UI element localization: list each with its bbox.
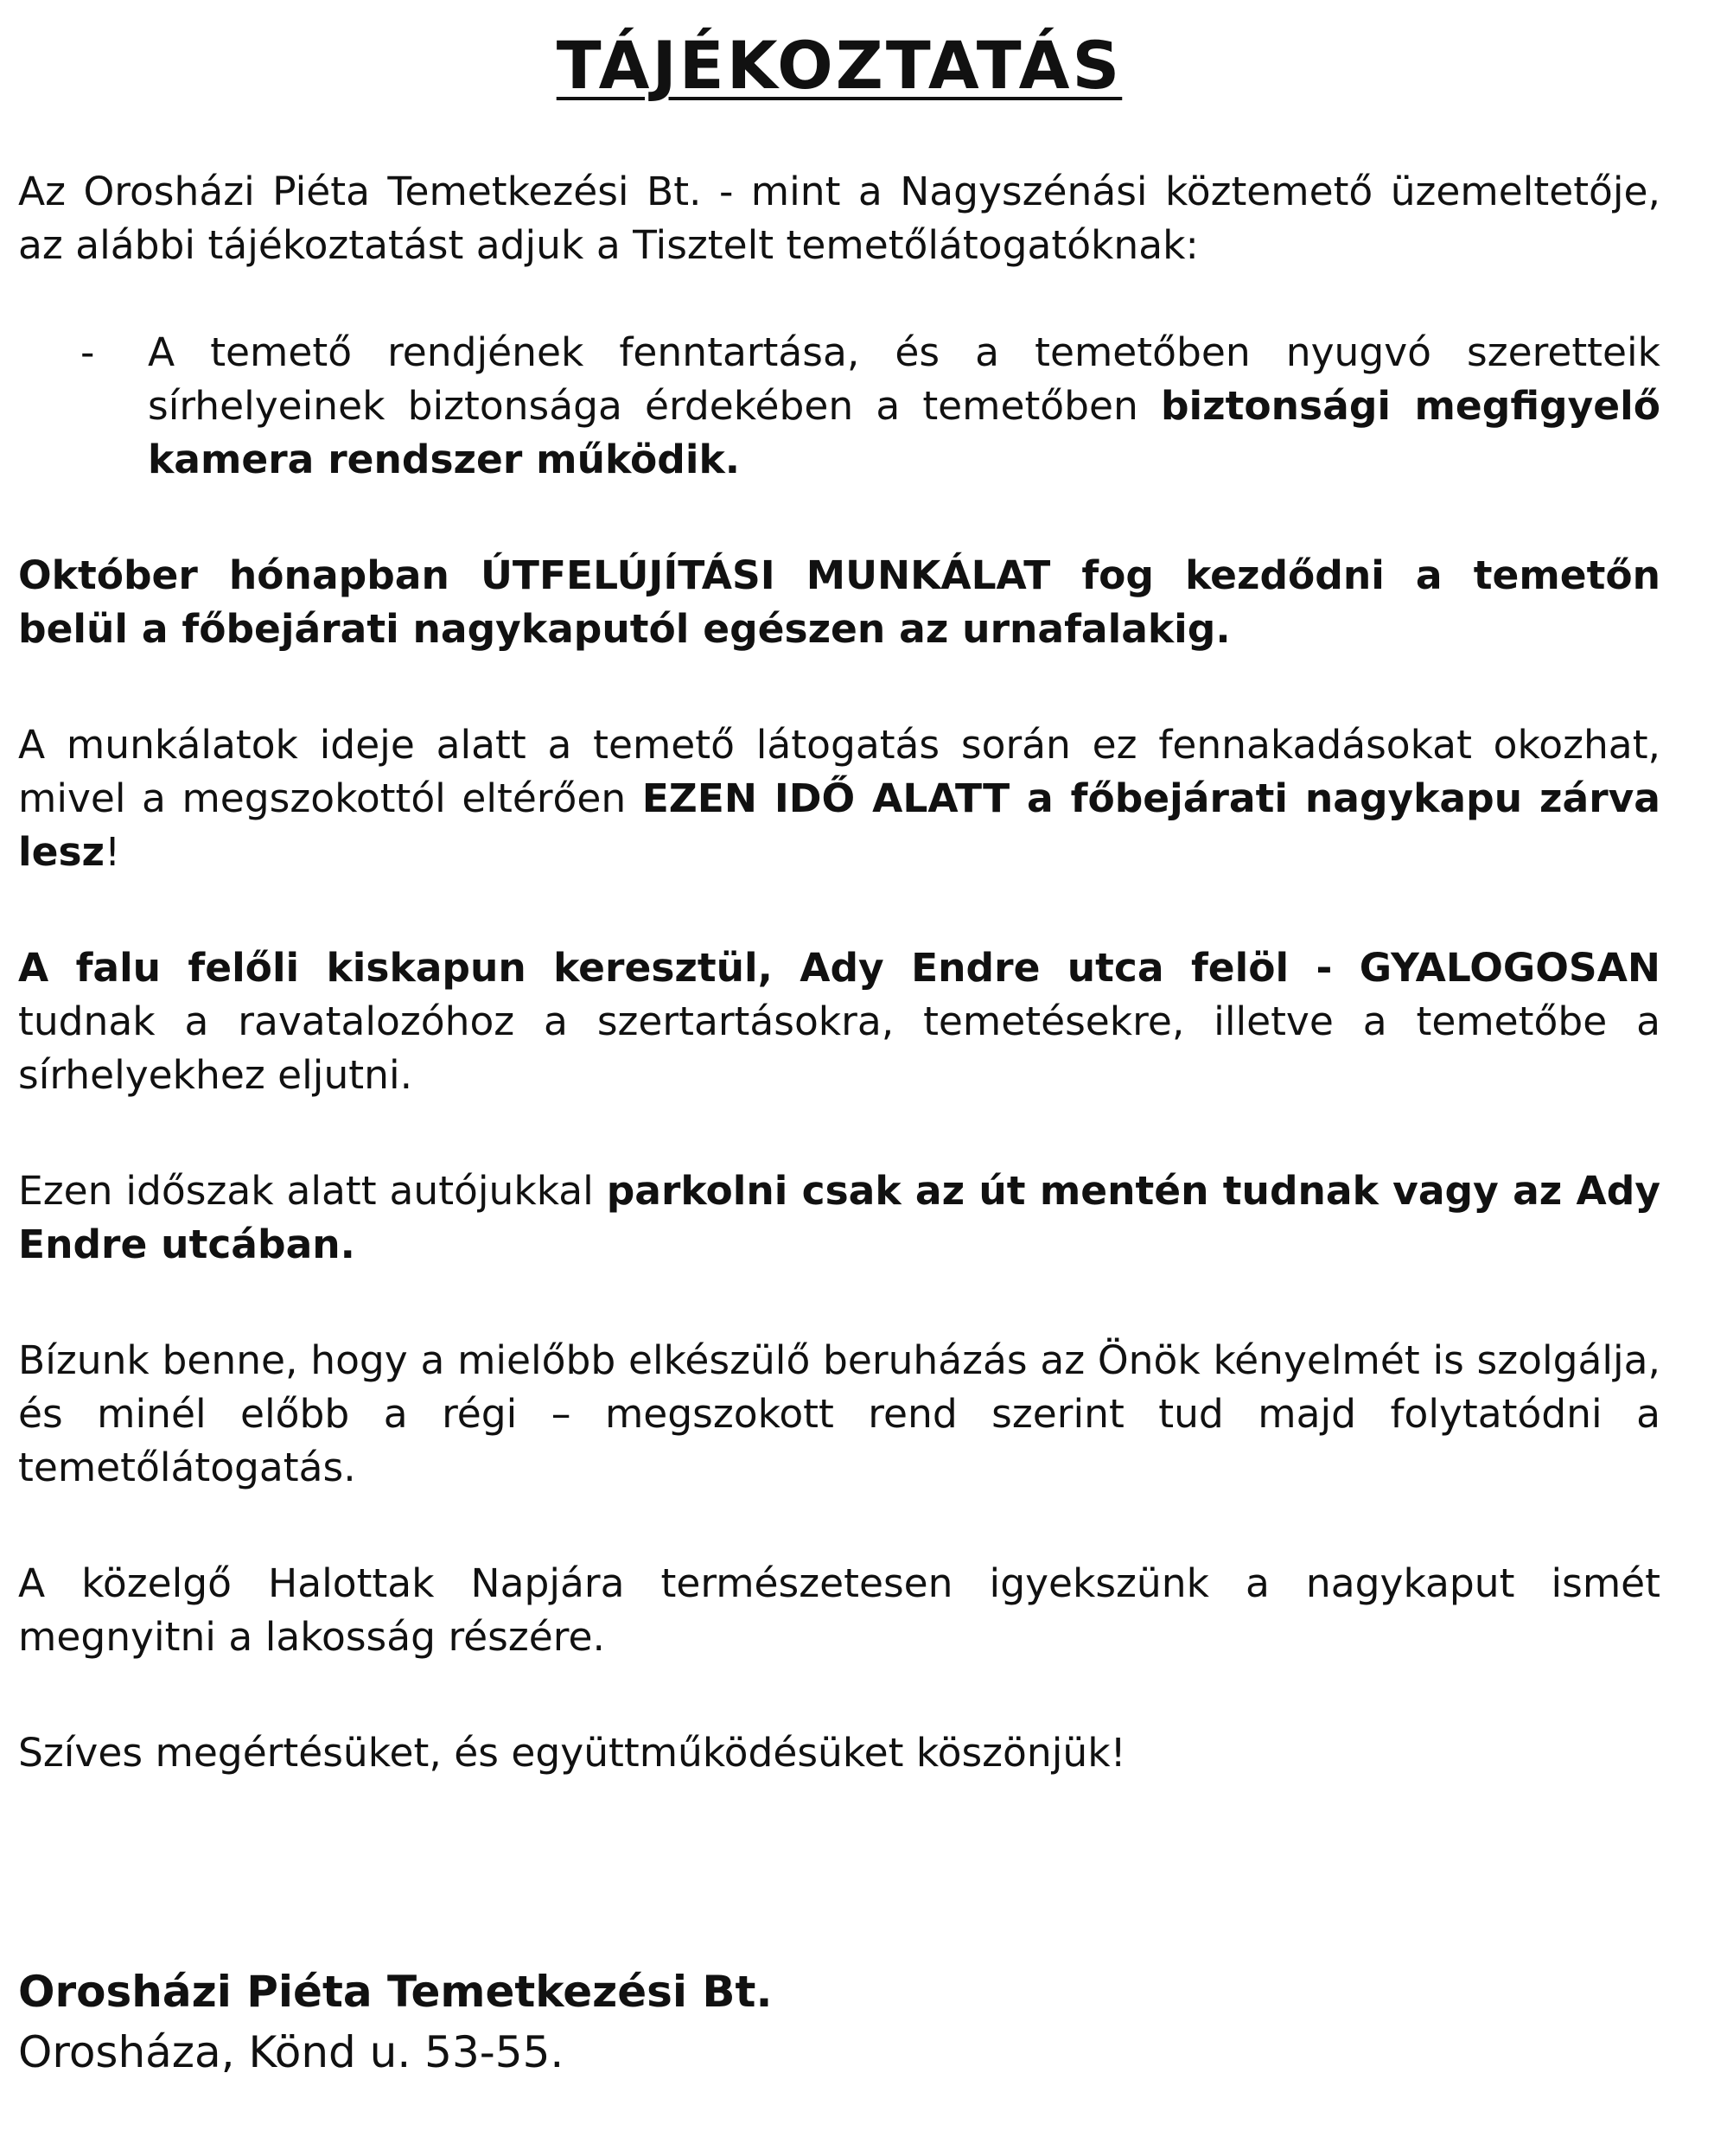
closure-bold: EZEN IDŐ ALATT a főbejárati nagykapu zárva lesz [18,775,1660,876]
camera-bullet [18,326,1660,487]
parking-plain: Ezen időszak alatt autójukkal [18,1168,607,1215]
signature-address: Orosháza, Könd u. 53-55. [18,2027,564,2078]
thanks-paragraph: Szíves megértésüket, és együttműködésüket köszönjük! [18,1730,1126,1776]
pedestrian-paragraph [18,941,1660,1102]
parking-paragraph [18,1164,1660,1272]
hope-paragraph: Bízunk benne, hogy a mielőbb elkészülő beruházás az Önök kényelmét is szolgálja, és minél előbb a régi – megszokott rend szerint tud majd folytatódni a temetőlátogatás. [18,1337,1660,1491]
signature-company-name: Orosházi Piéta Temetkezési Bt. [18,1967,773,2018]
closure-end: ! [105,829,121,876]
roadwork-bold: Október hónapban ÚTFELÚJÍTÁSI MUNKÁLAT fog kezdődni a temetőn belül a főbejárati nagykaputól egészen az urnafalakig. [18,552,1660,653]
camera-bullet-text [148,326,1660,487]
camera-bullet-plain: A temető rendjének fenntartása, és a temetőben nyugvó szeretteik sírhelyeinek biztonsága érdekében a temetőben [148,329,1660,430]
pedestrian-bold: A falu felőli kiskapun keresztül, Ady Endre utca felöl - GYALOGOSAN [18,945,1660,992]
parking-bold: parkolni csak az út mentén tudnak vagy az Ady Endre utcában. [18,1168,1660,1268]
roadwork-paragraph [18,549,1660,656]
document-page [18,26,1660,2083]
camera-bullet-bold: biztonsági megfigyelő kamera rendszer működik. [148,383,1660,483]
all-souls-paragraph: A közelgő Halottak Napjára természetesen igyekszünk a nagykaput ismét megnyitni a lakosság részére. [18,1560,1660,1661]
pedestrian-plain: tudnak a ravatalozóhoz a szertartásokra, temetésekre, illetve a temetőbe a sírhelyekhez eljutni. [18,998,1660,1099]
closure-paragraph [18,718,1660,879]
intro-paragraph: Az Orosházi Piéta Temetkezési Bt. - mint a Nagyszénási köztemető üzemeltetője, az alábbi tájékoztatást adjuk a Tisztelt temetőlátogatóknak: [18,169,1660,269]
closure-plain: A munkálatok ideje alatt a temető látogatás során ez fennakadásokat okozhat, mivel a megszokottól eltérően [18,722,1660,822]
document-title: TÁJÉKOZTATÁS [556,27,1123,104]
bullet-dash: - [80,329,95,376]
